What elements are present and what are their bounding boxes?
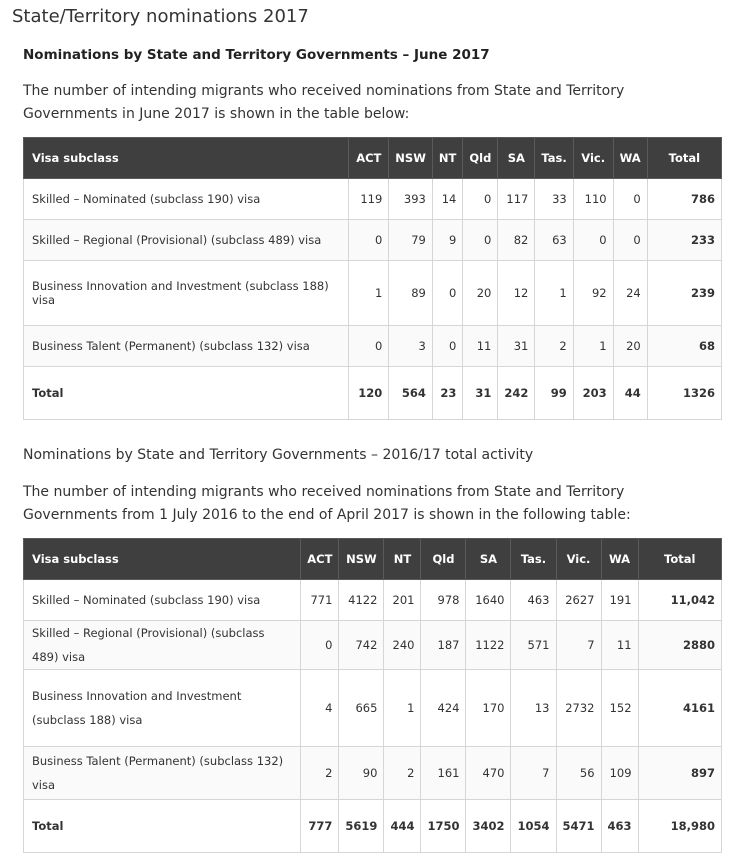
table-cell: 5471 xyxy=(556,800,601,853)
table-cell: 424 xyxy=(421,670,466,747)
table-cell: 1122 xyxy=(466,621,511,670)
table-cell: 0 xyxy=(349,220,389,261)
table-cell: 9 xyxy=(432,220,462,261)
table-cell: 79 xyxy=(389,220,433,261)
table-cell: 24 xyxy=(613,261,647,326)
column-header: Vic. xyxy=(573,138,613,179)
row-total-cell: 4161 xyxy=(638,670,721,747)
column-header: ACT xyxy=(301,539,339,580)
table-cell: 33 xyxy=(535,179,573,220)
table-cell: 12 xyxy=(498,261,535,326)
table-total-row xyxy=(24,800,722,853)
row-total-cell: 786 xyxy=(647,179,721,220)
table-row xyxy=(24,670,722,747)
table-cell: 0 xyxy=(432,261,462,326)
column-header: Vic. xyxy=(556,539,601,580)
table-cell: 119 xyxy=(349,179,389,220)
section-heading-june-2017: Nominations by State and Territory Governments – June 2017 xyxy=(23,47,490,63)
table-cell: 1 xyxy=(573,326,613,367)
row-label: Skilled – Nominated (subclass 190) visa xyxy=(24,580,301,621)
column-header: Tas. xyxy=(511,539,556,580)
table-cell: 2 xyxy=(535,326,573,367)
row-label: Skilled – Nominated (subclass 190) visa xyxy=(24,179,349,220)
column-header: Qld xyxy=(463,138,498,179)
table-cell: 1750 xyxy=(421,800,466,853)
intro-paragraph-june-2017: The number of intending migrants who received nominations from State and Territory Governments in June 2017 is shown in the table below: xyxy=(23,83,625,122)
table-cell: 3402 xyxy=(466,800,511,853)
table-cell: 1054 xyxy=(511,800,556,853)
table-cell: 0 xyxy=(463,220,498,261)
table-cell: 11 xyxy=(601,621,638,670)
table-cell: 771 xyxy=(301,580,339,621)
table-row xyxy=(24,580,722,621)
section-heading-2016-17: Nominations by State and Territory Governments – 2016/17 total activity xyxy=(23,447,534,463)
table-cell: 242 xyxy=(498,367,535,420)
table-cell: 203 xyxy=(573,367,613,420)
table-cell: 7 xyxy=(511,747,556,800)
table-cell: 0 xyxy=(613,220,647,261)
table-cell: 393 xyxy=(389,179,433,220)
table-cell: 201 xyxy=(384,580,421,621)
intro-paragraph-2016-17: The number of intending migrants who received nominations from State and Territory Governments from 1 July 2016 to the end of April 2017 is shown in the following table: xyxy=(23,484,631,523)
table-cell: 2627 xyxy=(556,580,601,621)
table-cell: 7 xyxy=(556,621,601,670)
table-cell: 90 xyxy=(339,747,384,800)
row-total-cell: 239 xyxy=(647,261,721,326)
table-cell: 1 xyxy=(349,261,389,326)
table-cell: 665 xyxy=(339,670,384,747)
table-cell: 444 xyxy=(384,800,421,853)
table-row xyxy=(24,747,722,800)
table-cell: 4122 xyxy=(339,580,384,621)
table-cell: 89 xyxy=(389,261,433,326)
column-header: NT xyxy=(432,138,462,179)
page-title: State/Territory nominations 2017 xyxy=(12,6,309,27)
table-cell: 978 xyxy=(421,580,466,621)
table-cell: 11 xyxy=(463,326,498,367)
table-cell: 191 xyxy=(601,580,638,621)
table-cell: 1 xyxy=(535,261,573,326)
table-cell: 120 xyxy=(349,367,389,420)
table-cell: 2732 xyxy=(556,670,601,747)
table-cell: 1640 xyxy=(466,580,511,621)
table-cell: 20 xyxy=(463,261,498,326)
row-total-cell: 68 xyxy=(647,326,721,367)
column-header: ACT xyxy=(349,138,389,179)
table-cell: 170 xyxy=(466,670,511,747)
table-cell: 23 xyxy=(432,367,462,420)
table-cell: 777 xyxy=(301,800,339,853)
table-cell: 3 xyxy=(389,326,433,367)
table-cell: 20 xyxy=(613,326,647,367)
row-label: Business Innovation and Investment (subclass 188) visa xyxy=(24,670,301,747)
row-total-cell: 233 xyxy=(647,220,721,261)
table-cell: 14 xyxy=(432,179,462,220)
table-cell: 0 xyxy=(432,326,462,367)
row-label: Business Innovation and Investment (subclass 188) visa xyxy=(24,261,349,326)
table-row xyxy=(24,621,722,670)
nominations-table-2016-17 xyxy=(23,538,722,853)
table-cell: 0 xyxy=(301,621,339,670)
row-total-cell: 11,042 xyxy=(638,580,721,621)
table-row xyxy=(24,326,722,367)
table-cell: 82 xyxy=(498,220,535,261)
table-cell: 463 xyxy=(601,800,638,853)
column-header: Qld xyxy=(421,539,466,580)
column-header: NSW xyxy=(339,539,384,580)
table-cell: 2 xyxy=(384,747,421,800)
table-row xyxy=(24,261,722,326)
column-header: Visa subclass xyxy=(24,539,301,580)
table-cell: 110 xyxy=(573,179,613,220)
column-header: NT xyxy=(384,539,421,580)
column-header: Total xyxy=(638,539,721,580)
table-row xyxy=(24,179,722,220)
row-total-cell: 1326 xyxy=(647,367,721,420)
table-row xyxy=(24,220,722,261)
row-total-cell: 897 xyxy=(638,747,721,800)
table-cell: 31 xyxy=(498,326,535,367)
table-cell: 56 xyxy=(556,747,601,800)
row-total-cell: 2880 xyxy=(638,621,721,670)
table-cell: 571 xyxy=(511,621,556,670)
table-cell: 92 xyxy=(573,261,613,326)
table-cell: 99 xyxy=(535,367,573,420)
row-label: Total xyxy=(24,800,301,853)
table-cell: 2 xyxy=(301,747,339,800)
column-header: SA xyxy=(498,138,535,179)
table-cell: 13 xyxy=(511,670,556,747)
column-header: Tas. xyxy=(535,138,573,179)
row-label: Business Talent (Permanent) (subclass 132) visa xyxy=(24,747,301,800)
table-cell: 240 xyxy=(384,621,421,670)
table-cell: 0 xyxy=(613,179,647,220)
table-cell: 4 xyxy=(301,670,339,747)
table-cell: 44 xyxy=(613,367,647,420)
table-cell: 463 xyxy=(511,580,556,621)
table-total-row xyxy=(24,367,722,420)
table-cell: 1 xyxy=(384,670,421,747)
table-cell: 31 xyxy=(463,367,498,420)
row-label: Business Talent (Permanent) (subclass 132) visa xyxy=(24,326,349,367)
column-header: Total xyxy=(647,138,721,179)
row-label: Total xyxy=(24,367,349,420)
row-label: Skilled – Regional (Provisional) (subclass 489) visa xyxy=(24,220,349,261)
table-cell: 152 xyxy=(601,670,638,747)
row-label: Skilled – Regional (Provisional) (subclass 489) visa xyxy=(24,621,301,670)
table-cell: 564 xyxy=(389,367,433,420)
table-cell: 63 xyxy=(535,220,573,261)
table-cell: 0 xyxy=(463,179,498,220)
table-cell: 117 xyxy=(498,179,535,220)
table-cell: 0 xyxy=(349,326,389,367)
table-cell: 187 xyxy=(421,621,466,670)
row-total-cell: 18,980 xyxy=(638,800,721,853)
table-cell: 470 xyxy=(466,747,511,800)
column-header: NSW xyxy=(389,138,433,179)
table-cell: 109 xyxy=(601,747,638,800)
column-header: WA xyxy=(613,138,647,179)
table-cell: 0 xyxy=(573,220,613,261)
column-header: WA xyxy=(601,539,638,580)
table-cell: 161 xyxy=(421,747,466,800)
table-cell: 5619 xyxy=(339,800,384,853)
table-header-row xyxy=(24,539,722,580)
nominations-table-june-2017 xyxy=(23,137,722,420)
column-header: Visa subclass xyxy=(24,138,349,179)
column-header: SA xyxy=(466,539,511,580)
table-header-row xyxy=(24,138,722,179)
table-cell: 742 xyxy=(339,621,384,670)
